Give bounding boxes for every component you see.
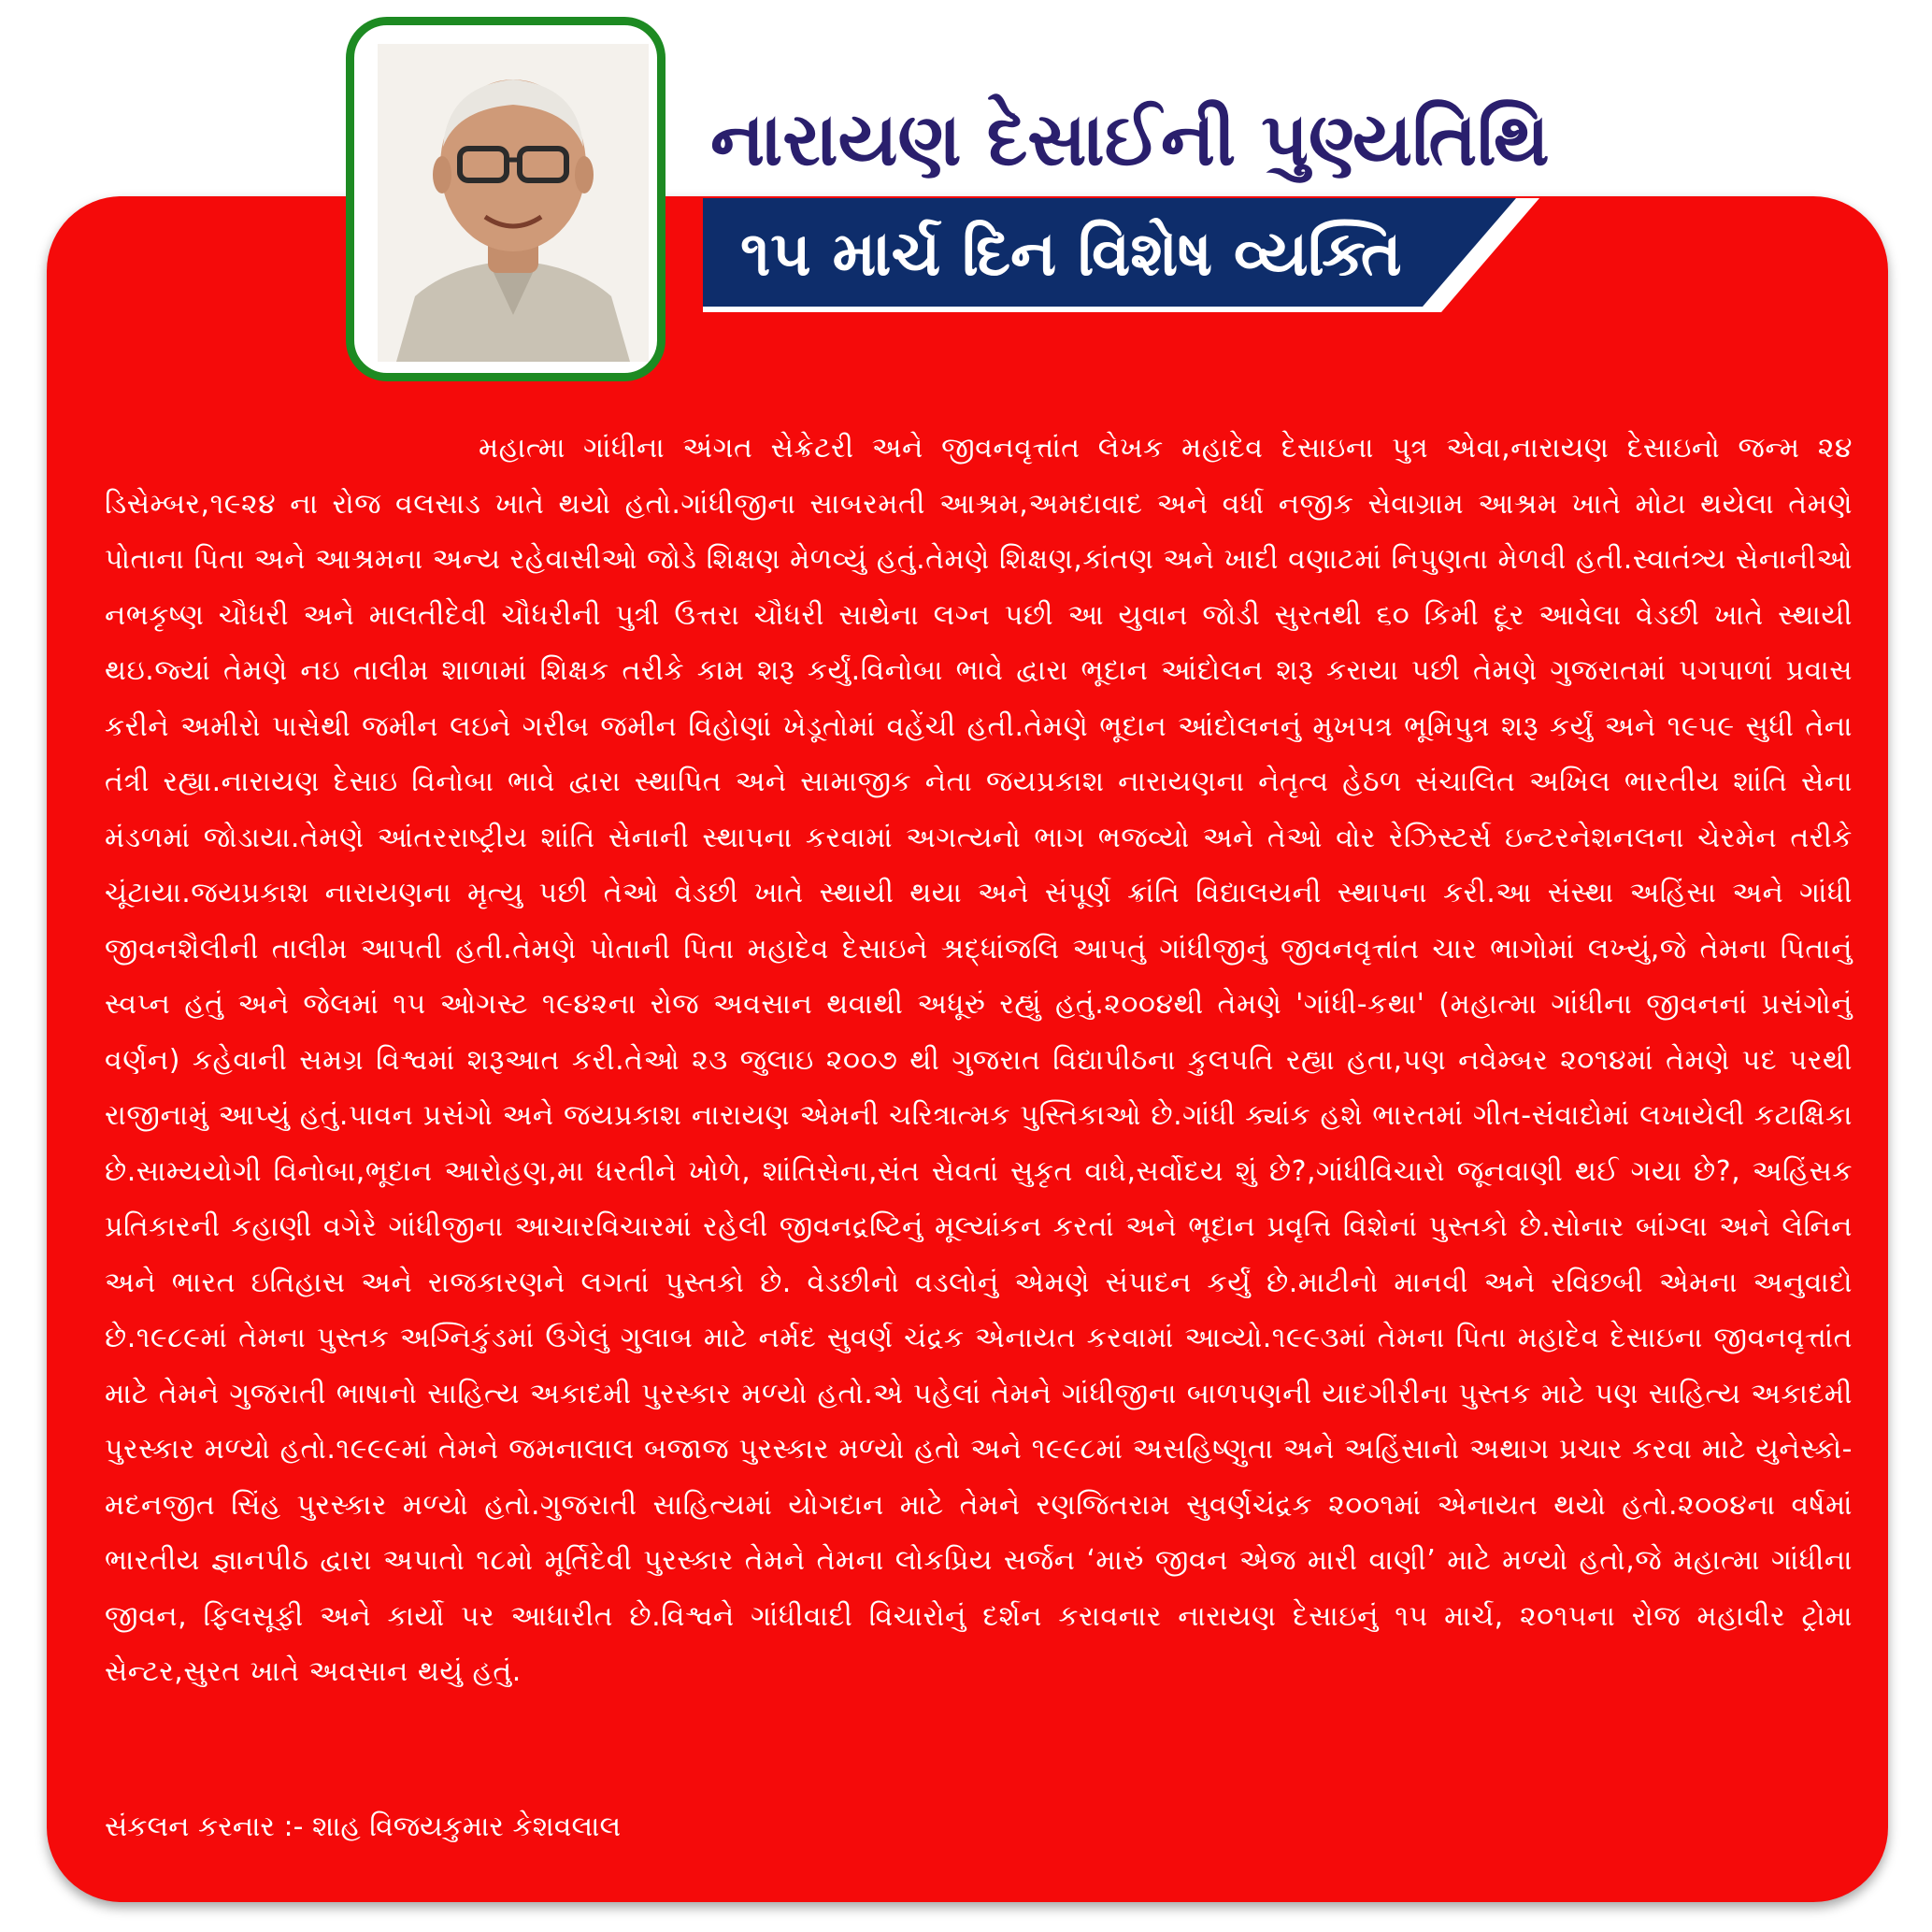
- page-title: નારાયણ દેસાઈની પુણ્યતિથિ: [710, 98, 1550, 182]
- portrait-photo-frame: [346, 17, 665, 381]
- article-body: મહાત્મા ગાંધીના અંગત સેક્રેટરી અને જીવનવૃત્તાંત લેખક મહાદેવ દેસાઇના પુત્ર એવા,નારાયણ દેસાઇનો જન્મ ૨૪ ડિસેમ્બર,૧૯૨૪ ના રોજ વલસાડ ખાતે થયો હતો.ગાંધીજીના સાબરમતી આશ્રમ,અમદાવાદ અને વર્ધા નજીક સેવાગ્રામ આશ્રમ ખાતે મોટા થયેલા તેમણે પોતાના પિતા અને આશ્રમના અન્ય રહેવાસીઓ જોડે શિક્ષણ મેળવ્યું હતું.તેમણે શિક્ષણ,કાંતણ અને ખાદી વણાટમાં નિપુણતા મેળવી હતી.સ્વાતંત્ર્ય સેનાનીઓ નભકૃષ્ણ ચૌધરી અને માલતીદેવી ચૌધરીની પુત્રી ઉત્તરા ચૌધરી સાથેના લગ્ન પછી આ યુવાન જોડી સુરતથી ૬૦ કિમી દૂર આવેલા વેડછી ખાતે સ્થાયી થઇ.જ્યાં તેમણે નઇ તાલીમ શાળામાં શિક્ષક તરીકે કામ શરૂ કર્યું.વિનોબા ભાવે દ્વારા ભૂદાન આંદોલન શરૂ કરાયા પછી તેમણે ગુજરાતમાં પગપાળાં પ્રવાસ કરીને અમીરો પાસેથી જમીન લઇને ગરીબ જમીન વિહોણાં ખેડૂતોમાં વહેંચી હતી.તેમણે ભૂદાન આંદોલનનું મુખપત્ર ભૂમિપુત્ર શરૂ કર્યું અને ૧૯૫૯ સુધી તેના તંત્રી રહ્યા.નારાયણ દેસાઇ વિનોબા ભાવે દ્વારા સ્થાપિત અને સામાજીક નેતા જયપ્રકાશ નારાયણના નેતૃત્વ હેઠળ સંચાલિત અખિલ ભારતીય શાંતિ સેના મંડળમાં જોડાયા.તેમણે આંતરરાષ્ટ્રીય શાંતિ સેનાની સ્થાપના કરવામાં અગત્યનો ભાગ ભજવ્યો અને તેઓ વોર રેઝિસ્ટર્સ ઇન્ટરનેશનલના ચેરમેન તરીકે ચૂંટાયા.જયપ્રકાશ નારાયણના મૃત્યુ પછી તેઓ વેડછી ખાતે સ્થાયી થયા અને સંપૂર્ણ ક્રાંતિ વિદ્યાલયની સ્થાપના કરી.આ સંસ્થા અહિંસા અને ગાંધી જીવનશૈલીની તાલીમ આપતી હતી.તેમણે પોતાની પિતા મહાદેવ દેસાઇને શ્રદ્ધાંજલિ આપતું ગાંધીજીનું જીવનવૃત્તાંત ચાર ભાગોમાં લખ્યું,જે તેમના પિતાનું સ્વપ્ન હતું અને જેલમાં ૧૫ ઓગસ્ટ ૧૯૪૨ના રોજ અવસાન થવાથી અધૂરું રહ્યું હતું.૨૦૦૪થી તેમણે 'ગાંધી-કથા' (મહાત્મા ગાંધીના જીવનનાં પ્રસંગોનું વર્ણન) કહેવાની સમગ્ર વિશ્વમાં શરૂઆત કરી.તેઓ ૨૩ જુલાઇ ૨૦૦૭ થી ગુજરાત વિદ્યાપીઠના કુલપતિ રહ્યા હતા,પણ નવેમ્બર ૨૦૧૪માં તેમણે પદ પરથી રાજીનામું આપ્યું હતું.પાવન પ્રસંગો અને જયપ્રકાશ નારાયણ એમની ચરિત્રાત્મક પુસ્તિકાઓ છે.ગાંધી ક્યાંક હશે ભારતમાં ગીત-સંવાદોમાં લખાયેલી કટાક્ષિકા છે.સામ્યયોગી વિનોબા,ભૂદાન આરોહણ,મા ધરતીને ખોળે, શાંતિસેના,સંત સેવતાં સુકૃત વાધે,સર્વોદય શું છે?,ગાંધીવિચારો જૂનવાણી થઈ ગયા છે?, અહિંસક પ્રતિકારની કહાણી વગેરે ગાંધીજીના આચારવિચારમાં રહેલી જીવનદ્રષ્ટિનું મૂલ્યાંકન કરતાં અને ભૂદાન પ્રવૃત્તિ વિશેનાં પુસ્તકો છે.સોનાર બાંગ્લા અને લેનિન અને ભારત ઇતિહાસ અને રાજકારણને લગતાં પુસ્તકો છે. વેડછીનો વડલોનું એમણે સંપાદન કર્યું છે.માટીનો માનવી અને રવિછબી એમના અનુવાદો છે.૧૯૮૯માં તેમના પુસ્તક અગ્નિકુંડમાં ઉગેલું ગુલાબ માટે નર્મદ સુવર્ણ ચંદ્રક એનાયત કરવામાં આવ્યો.૧૯૯૩માં તેમના પિતા મહાદેવ દેસાઇના જીવનવૃત્તાંત માટે તેમને ગુજરાતી ભાષાનો સાહિત્ય અકાદમી પુરસ્કાર મળ્યો હતો.એ પહેલાં તેમને ગાંધીજીના બાળપણની યાદગીરીના પુસ્તક માટે પણ સાહિત્ય અકાદમી પુરસ્કાર મળ્યો હતો.૧૯૯૯માં તેમને જમનાલાલ બજાજ પુરસ્કાર મળ્યો હતો અને ૧૯૯૮માં અસહિષ્ણુતા અને અહિંસાનો અથાગ પ્રચાર કરવા માટે યુનેસ્કો-મદનજીત સિંહ પુરસ્કાર મળ્યો હતો.ગુજરાતી સાહિત્યમાં યોગદાન માટે તેમને રણજિતરામ સુવર્ણચંદ્રક ૨૦૦૧માં એનાયત થયો હતો.૨૦૦૪ના વર્ષમાં ભારતીય જ્ઞાનપીઠ દ્વારા અપાતો ૧૮મો મૂર્તિદેવી પુરસ્કાર તેમને તેમના લોકપ્રિય સર્જન ‘મારું જીવન એજ મારી વાણી’ માટે મળ્યો હતો,જે મહાત્મા ગાંધીના જીવન, ફિલસૂફી અને કાર્યો પર આધારીત છે.વિશ્વને ગાંધીવાદી વિચારોનું દર્શન કરાવનાર નારાયણ દેસાઇનું ૧૫ માર્ચ, ૨૦૧૫ના રોજ મહાવીર ટ્રોમા સેન્ટર,સુરત ખાતે અવસાન થયું હતું.: [105, 432, 1853, 1688]
- subtitle-banner: [703, 198, 1544, 312]
- subtitle-text: ૧૫ માર્ચ દિન વિશેષ વ્યક્તિ: [740, 218, 1402, 290]
- portrait-photo: [378, 44, 649, 362]
- compiler-credit: સંકલન કરનાર :- શાહ વિજયકુમાર કેશવલાલ: [105, 1810, 622, 1843]
